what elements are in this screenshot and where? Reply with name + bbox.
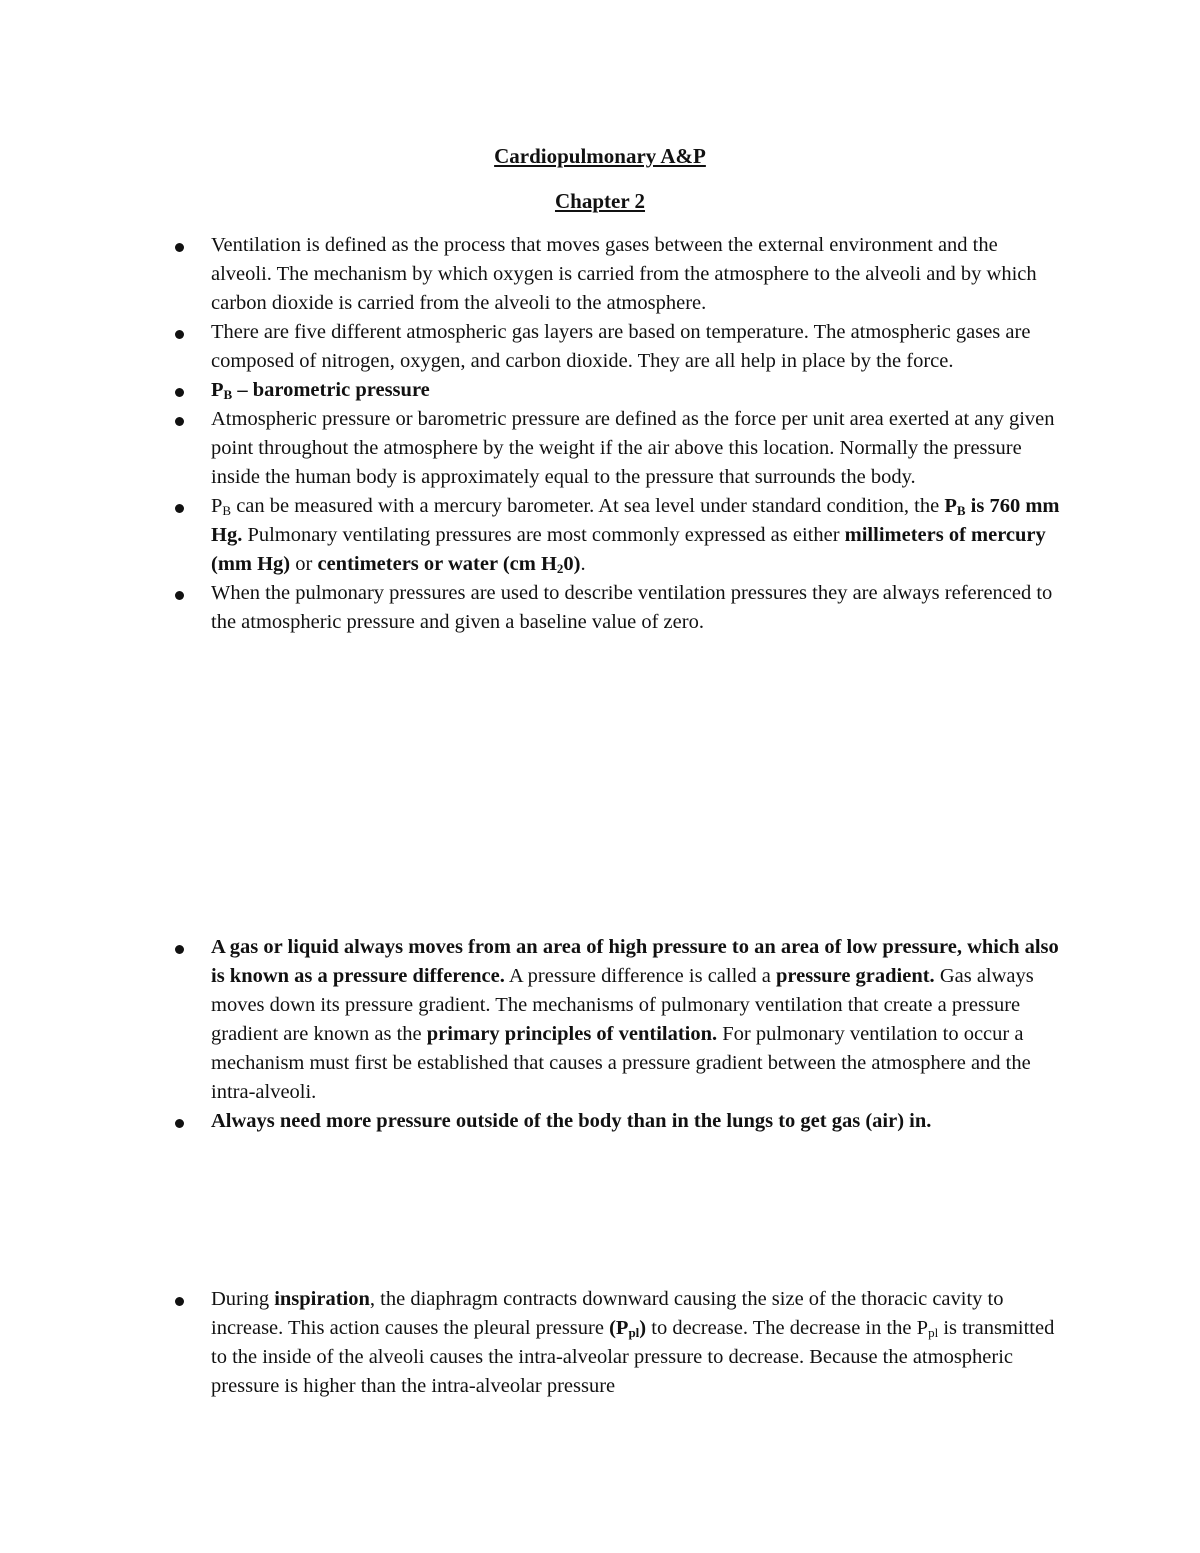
bullet-list-2 <box>0 933 1061 1136</box>
bullet-text: There are five different atmospheric gas layers are based on temperature. The atmospheric gases are composed of nitrogen, oxygen, and carbon dioxide. They are all help in place by the force. <box>211 321 1031 372</box>
list-item <box>0 231 1061 318</box>
bullet-text-bold: $P_B$ – barometric pressure <box>211 379 430 402</box>
bullet-icon <box>175 504 184 513</box>
bullet-text: During inspiration, the diaphragm contracts downward causing the size of the thoracic cavity to increase. This action causes the pleural pressure $(P_{pl})$ to decrease. The decrease in the $P_{pl}$ is transmitted to the inside of the alveoli causes the intra-alveolar pressure to decrease. Because the atmospheric pressure is higher than the intra-alveolar pressure <box>211 1288 1055 1397</box>
bullet-icon <box>175 330 184 339</box>
bullet-text-bold: Always need more pressure outside of the body than in the lungs to get gas (air) in. <box>211 1110 932 1132</box>
bullet-icon <box>175 1297 184 1306</box>
list-item <box>0 405 1061 492</box>
bullet-icon <box>175 417 184 426</box>
bullet-text: Atmospheric pressure or barometric pressure are defined as the force per unit area exerted at any given point throughout the atmosphere by the weight if the air above this location. Normally the pressure inside the human body is approximately equal to the pressure that surrounds the body. <box>211 408 1055 488</box>
bullet-list-1 <box>0 231 1061 637</box>
bullet-icon <box>175 945 184 954</box>
list-item <box>0 579 1061 637</box>
bullet-text: When the pulmonary pressures are used to describe ventilation pressures they are always referenced to the atmospheric pressure and given a baseline value of zero. <box>211 582 1053 633</box>
bullet-text: A gas or liquid always moves from an area of high pressure to an area of low pressure, which also is known as a pressure difference. A pressure difference is called a pressure gradient. Gas always moves down its pressure gradient. The mechanisms of pulmonary ventilation that create a pressure gradient are known as the primary principles of ventilation. For pulmonary ventilation to occur a mechanism must first be established that causes a pressure gradient between the atmosphere and the intra-alveoli. <box>211 936 1059 1103</box>
bullet-icon <box>175 1119 184 1128</box>
list-item <box>0 492 1061 579</box>
document-title: Cardiopulmonary A&P <box>494 144 706 168</box>
list-item <box>0 318 1061 376</box>
bullet-text: $P_B$ can be measured with a mercury barometer. At sea level under standard condition, the $P_B$ is 760 mm Hg. Pulmonary ventilating pressures are most commonly expressed as either millimeters of mercury (mm Hg) or centimeters or water (cm $H_20$). <box>211 495 1060 576</box>
chapter-heading: Chapter 2 <box>554 189 646 213</box>
list-item <box>0 376 1061 405</box>
bullet-icon <box>175 243 184 252</box>
bullet-icon <box>175 388 184 397</box>
bullet-list-3 <box>0 1285 1061 1401</box>
list-item <box>0 1285 1061 1401</box>
bullet-text: Ventilation is defined as the process that moves gases between the external environment and the alveoli. The mechanism by which oxygen is carried from the atmosphere to the alveoli and by which carbon dioxide is carried from the alveoli to the atmosphere. <box>211 234 1037 314</box>
bullet-icon <box>175 591 184 600</box>
list-item <box>0 933 1061 1107</box>
list-item <box>0 1107 1061 1136</box>
